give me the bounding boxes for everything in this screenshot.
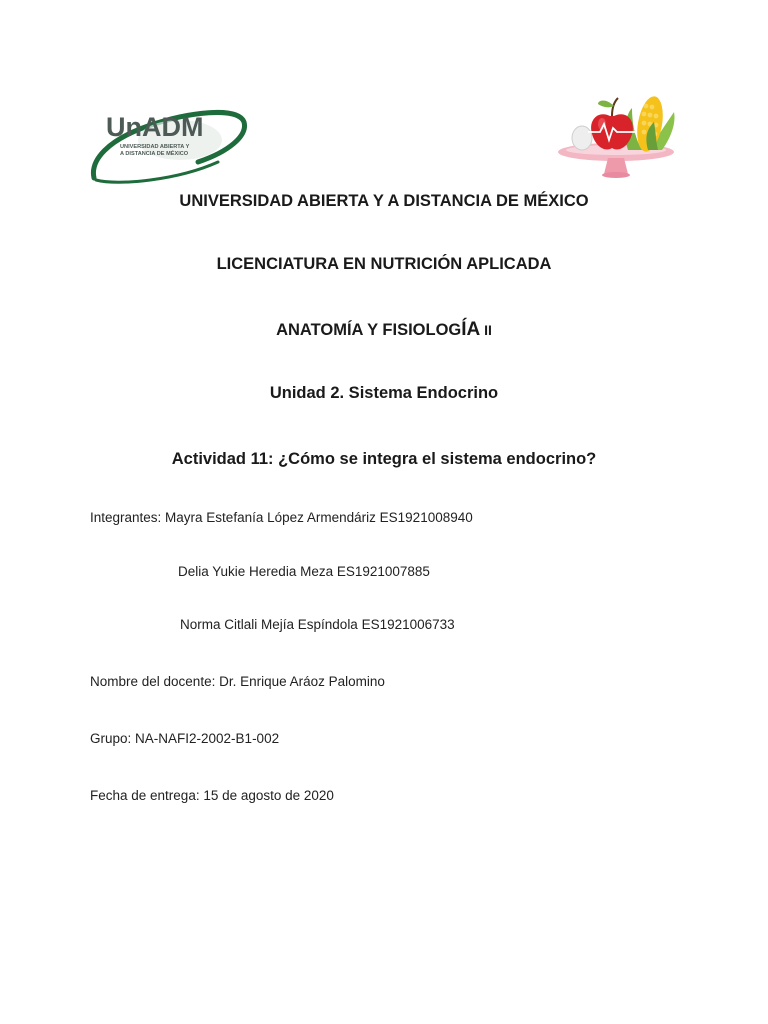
course-title-part3: A <box>466 319 481 340</box>
nutrition-logo <box>552 92 680 182</box>
course-title <box>0 319 768 341</box>
course-title-part4: II <box>480 322 492 338</box>
unadm-subtitle-1: UNIVERSIDAD ABIERTA Y <box>120 144 190 150</box>
unadm-logo-mark <box>88 100 248 184</box>
nutrition-fruit-bowl-icon <box>552 92 680 182</box>
unadm-subtitle-2: A DISTANCIA DE MÉXICO <box>120 151 189 157</box>
members-line-3: Norma Citlali Mejía Espíndola ES1921006733 <box>180 617 455 632</box>
due-date: Fecha de entrega: 15 de agosto de 2020 <box>90 788 334 803</box>
members-line-2: Delia Yukie Heredia Meza ES1921007885 <box>178 564 430 579</box>
unit-title: Unidad 2. Sistema Endocrino <box>269 384 499 402</box>
degree-title: LICENCIATURA EN NUTRICIÓN APLICADA <box>216 255 552 273</box>
course-title-part1: ANATOMÍA Y FISIOLOG <box>276 321 462 339</box>
course-title-part2: Í <box>461 319 467 340</box>
activity-title: Actividad 11: ¿Cómo se integra el sistema endocrino? <box>171 450 597 468</box>
group-code: Grupo: NA-NAFI2-2002-B1-002 <box>90 731 280 746</box>
teacher-name: Nombre del docente: Dr. Enrique Aráoz Palomino <box>90 674 385 689</box>
university-title: UNIVERSIDAD ABIERTA Y A DISTANCIA DE MÉXICO <box>179 192 589 210</box>
unadm-wordmark: UnADM <box>106 112 204 142</box>
members-line-1: Integrantes: Mayra Estefanía López Armendáriz ES1921008940 <box>90 510 473 525</box>
unadm-logo <box>88 100 248 184</box>
